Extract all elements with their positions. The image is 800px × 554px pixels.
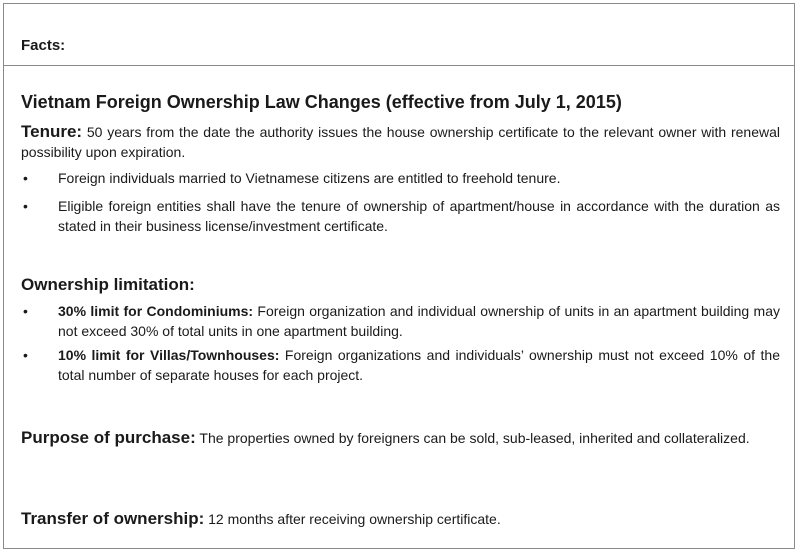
ownership-limitation-bullet-list xyxy=(21,301,780,385)
purpose-section xyxy=(21,428,780,448)
facts-table xyxy=(3,3,795,549)
facts-label: Facts: xyxy=(21,37,66,54)
transfer-text: 12 months after receiving ownership certificate. xyxy=(208,511,501,527)
bullet-icon: • xyxy=(23,170,28,186)
bullet-lead: 10% limit for Villas/Townhouses: xyxy=(58,347,280,363)
list-item xyxy=(21,345,780,385)
tenure-text: 50 years from the date the authority issues the house ownership certificate to the relevant owner with renewal possibility upon expiration. xyxy=(21,124,781,160)
list-item xyxy=(21,168,780,188)
transfer-section xyxy=(21,509,780,529)
tenure-section xyxy=(21,122,780,162)
ownership-limitation-heading: Ownership limitation: xyxy=(21,275,195,294)
bullet-lead: 30% limit for Condominiums: xyxy=(58,303,254,319)
purpose-heading: Purpose of purchase: xyxy=(21,428,196,447)
purpose-text: The properties owned by foreigners can be sold, sub-leased, inherited and collateralized. xyxy=(199,430,750,446)
page-title: Vietnam Foreign Ownership Law Changes (effective from July 1, 2015) xyxy=(21,92,622,112)
bullet-icon: • xyxy=(23,303,28,319)
tenure-bullet-text: Eligible foreign entities shall have the tenure of ownership of apartment/house in accordance with the duration as stated in their business license/investment certificate. xyxy=(58,198,780,234)
bullet-text: Foreign organizations and individuals’ ownership must not exceed 10% of the total number of separate houses for each project. xyxy=(58,347,780,383)
bullet-icon: • xyxy=(23,198,28,214)
tenure-bullet-list xyxy=(21,168,780,236)
tenure-bullet-text: Foreign individuals married to Vietnamese citizens are entitled to freehold tenure. xyxy=(58,170,561,186)
ownership-limitation-section xyxy=(21,275,780,295)
tenure-heading: Tenure: xyxy=(21,122,83,141)
transfer-heading: Transfer of ownership: xyxy=(21,509,205,528)
list-item xyxy=(21,301,780,341)
bullet-text: Foreign organization and individual ownership of units in an apartment building may not exceed 30% of total units in one apartment building. xyxy=(58,303,780,339)
bullet-icon: • xyxy=(23,347,28,363)
list-item xyxy=(21,196,780,236)
facts-header-row xyxy=(4,4,794,66)
